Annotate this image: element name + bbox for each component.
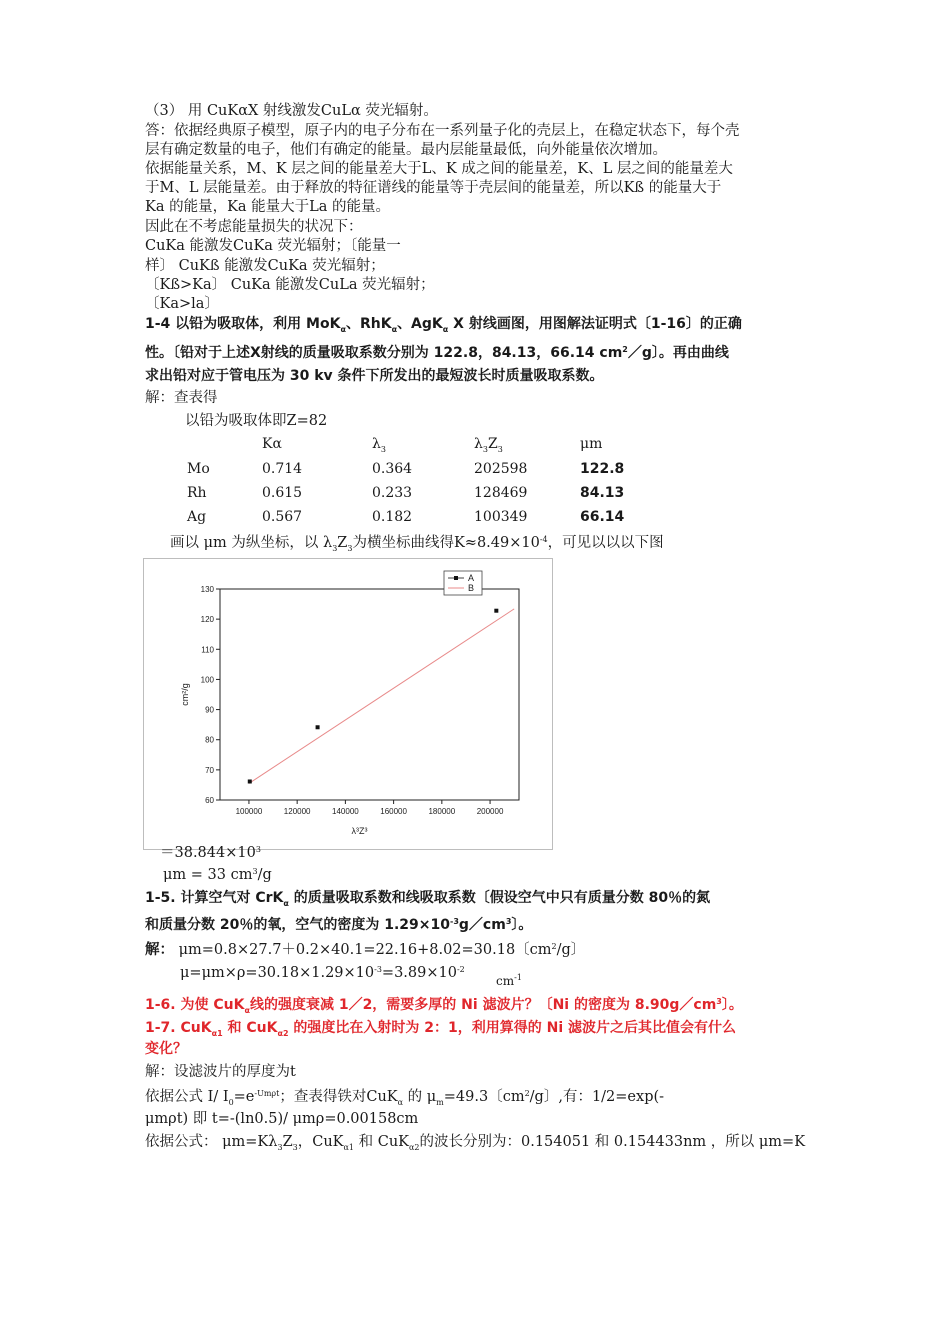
table-cell: 100349 — [474, 509, 528, 525]
x-tick-label: 200000 — [476, 807, 504, 816]
x-tick-label: 160000 — [380, 807, 407, 816]
table-cell: 0.567 — [262, 509, 303, 525]
question-1-4-line1: 1-4 以铅为吸取体，利用 MoK$_\alpha$、RhK$_\alpha$、AgK$_\alpha$ X 射线画图，用图解法证明式〔1-16〕的正确 — [145, 316, 742, 334]
formula-line: 依据公式： $\mu m=K\lambda_3Z_3$，CuK$_{\alpha 1}$ 和 CuK$_{\alpha 2}$的波长分别为：0.154051 和 0.154433nm ，所以 μm=K — [145, 1134, 806, 1152]
question-1-4-line2: 性。〔铅对于上述X射线的质量吸取系数分别为 122.8，84.13，66.14 $cm^2/g$〕。再由曲线 — [145, 345, 729, 361]
y-tick-label: 100 — [200, 675, 214, 685]
table-cell: Rh — [187, 485, 207, 501]
solution-line: 解： μm=0.8×27.7＋0.2×40.1=22.16+8.02=30.18〔$cm^2/g$〕 — [145, 942, 586, 958]
text-line: 样〕 CuKß 能激发CuKa 荧光辐射； — [145, 258, 385, 274]
fit-line-b — [249, 609, 514, 784]
result-line: μm = 33 $cm^3/g$ — [163, 867, 272, 883]
question-1-6: 1-6. 为使 CuK$_\alpha$线的强度衰减 1／2，需要多厚的 Ni 滤波片？〔Ni 的密度为 $8.90g/cm^3$〕。 — [145, 997, 743, 1015]
solution-unit: $cm^{-1}$ — [496, 973, 522, 988]
legend-label-a: A — [468, 573, 475, 583]
table-cell: 0.615 — [262, 485, 303, 501]
table-header: Kα — [262, 436, 282, 452]
plot-description: 画以 μm 为纵坐标，以 $\lambda_3Z_3$为横坐标曲线得$K\approx 8.49\times 10^{-4}$，可见以以以下图 — [170, 535, 664, 553]
table-cell: 0.364 — [372, 461, 413, 477]
scatter-chart — [144, 559, 552, 849]
question-1-5-line1: 1-5. 计算空气对 CrK$_\alpha$ 的质量吸取系数和线吸取系数〔假设空气中只有质量分数 80％的氮 — [145, 890, 711, 908]
text-line: 依据能量关系，M、K 层之间的能量差大于L、K 成之间的能量差，K、L 层之间的能量差大 — [145, 161, 733, 177]
question-1-5-line2: 和质量分数 20％的氧，空气的密度为 $1.29\times 10^{-3}g/cm^3$〕。 — [145, 917, 533, 933]
text-line: 〔Ka>la〕 — [145, 296, 219, 312]
table-cell: 122.8 — [580, 461, 625, 477]
text-line: 层有确定数量的电子，他们有确定的能量。最内层能量最低，向外能量依次增加。 — [145, 142, 667, 158]
text-line: （3） 用 CuKαX 射线激发CuLα 荧光辐射。 — [145, 103, 438, 119]
legend-box — [444, 571, 482, 595]
chart-frame — [143, 558, 553, 850]
text-line: 于M、L 层能量差。由于释放的特征谱线的能量等于壳层间的能量差，所以Kß 的能量大于 — [145, 180, 722, 196]
y-tick-label: 120 — [200, 615, 214, 625]
solution-line: $\mu=\mu m\times\rho=30.18\times 1.29\times 10^{-3}=3.89\times 10^{-2}$ — [180, 965, 465, 981]
solution-line: 解：设滤波片的厚度为t — [145, 1064, 296, 1080]
x-tick-label: 120000 — [283, 807, 311, 816]
table-cell: 0.233 — [372, 485, 413, 501]
text-line: 〔Kß>Ka〕 CuKa 能激发CuLa 荧光辐射； — [145, 277, 435, 293]
question-1-7-line1: 1-7. CuK$_{\alpha 1}$ 和 CuK$_{\alpha 2}$ 的强度比在入射时为 2：1，利用算得的 Ni 滤波片之后其比值会有什么 — [145, 1020, 737, 1038]
y-axis-label: cm²/g — [180, 683, 190, 706]
y-tick-label: 130 — [200, 585, 214, 594]
formula-line: μmρt) 即 t=-(ln0.5)/ μmρ=0.00158cm — [145, 1111, 419, 1127]
absorber-note: 以铅为吸取体即Z=82 — [185, 413, 328, 429]
legend-label-b: B — [468, 583, 475, 593]
y-tick-label: 80 — [205, 735, 214, 745]
x-tick-label: 140000 — [332, 807, 359, 816]
table-cell: Mo — [187, 461, 210, 477]
table-cell: 84.13 — [580, 485, 625, 501]
y-tick-label: 70 — [205, 765, 214, 775]
table-header: $\lambda_3$ — [372, 436, 386, 454]
table-header: $\lambda_3Z_3$ — [474, 436, 503, 454]
text-line: 答：依据经典原子模型，原子内的电子分布在一系列量子化的壳层上，在稳定状态下，每个壳 — [145, 123, 740, 139]
table-cell: 0.714 — [262, 461, 303, 477]
table-cell: Ag — [187, 509, 207, 525]
data-point — [316, 725, 320, 729]
data-point — [248, 779, 252, 783]
x-tick-label: 180000 — [428, 807, 456, 816]
result-line: $=38.844\times 10^3$ — [160, 845, 261, 861]
legend-marker-a — [454, 576, 458, 580]
table-cell: 202598 — [474, 461, 528, 477]
data-point — [494, 609, 498, 613]
text-line: 因此在不考虑能量损失的状况下： — [145, 219, 363, 235]
question-1-4-line3: 求出铅对应于管电压为 30 kv 条件下所发出的最短波长时质量吸取系数。 — [145, 368, 604, 384]
y-tick-label: 60 — [205, 796, 214, 805]
table-cell: 128469 — [474, 485, 528, 501]
formula-line: 依据公式 I/ $I_0=e^{-Um\rho t}$；查表得铁对CuK$_\alpha$ 的 $\mu_m=49.3$〔$cm^2/g$〕,有：1/2=exp(- — [145, 1089, 665, 1107]
question-1-7-line2: 变化？ — [145, 1041, 187, 1057]
table-header: μm — [580, 436, 603, 452]
y-tick-label: 110 — [201, 645, 214, 655]
text-line: CuKa 能激发CuKa 荧光辐射；〔能量一 — [145, 238, 401, 254]
y-tick-label: 90 — [205, 705, 214, 715]
table-cell: 0.182 — [372, 509, 413, 525]
solution-label: 解：查表得 — [145, 390, 218, 406]
plot-area — [220, 589, 519, 800]
x-axis-label: λ³Z³ — [351, 826, 368, 836]
table-cell: 66.14 — [580, 509, 625, 525]
text-line: Ka 的能量，Ka 能量大于La 的能量。 — [145, 199, 391, 215]
x-tick-label: 100000 — [235, 807, 263, 816]
